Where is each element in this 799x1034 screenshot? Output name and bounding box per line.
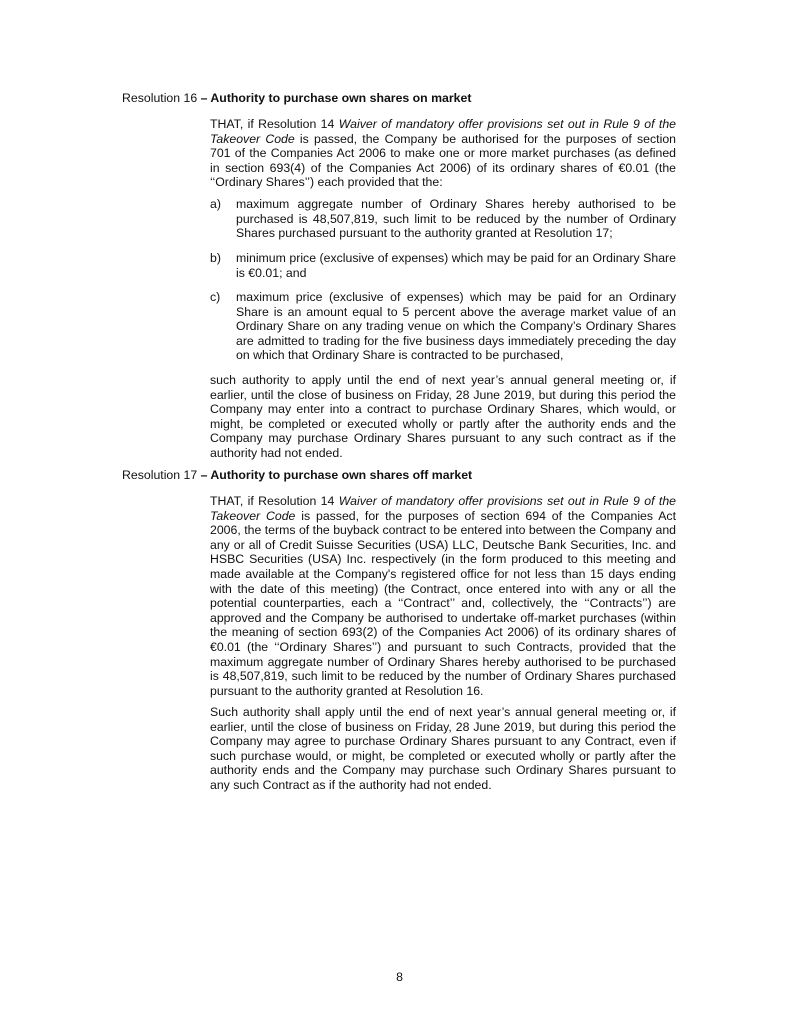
- resolution-16-intro-lead: THAT, if Resolution 14: [210, 117, 339, 131]
- resolution-16-intro-rest: is passed, the Company be authorised for the purposes of section 701 of the Companies Act 2006 to make one or more market purchases (as defined in section 693(4) of the Companies Act 2006) of its ordinary shares of €0.01 (the ‘‘Ordinary Shares’’) each provided that the:: [210, 131, 676, 190]
- list-item-label: b): [210, 251, 221, 265]
- resolution-17-title: – Authority to purchase own shares off market: [200, 468, 473, 482]
- list-item-text: maximum price (exclusive of expenses) which may be paid for an Ordinary Share is an amount equal to 5 percent above the average market value of an Ordinary Share on any trading venue on which the Company’s Ordinary Shares are admitted to trading for the five business days immediately preceding the day on which that Ordinary Share is contracted to be purchased,: [236, 290, 676, 363]
- resolution-17-intro-italic: Waiver of mandatory offer provisions set out in Rule 9 of the Takeover Code: [210, 494, 676, 523]
- list-item-text: maximum aggregate number of Ordinary Shares hereby authorised to be purchased is 48,507,819, such limit to be reduced by the number of Ordinary Shares purchased pursuant to the authority granted at Resolution 17;: [236, 197, 676, 241]
- resolution-17-intro: [210, 494, 676, 698]
- resolution-16-closing: such authority to apply until the end of next year’s annual general meeting or, if earlier, until the close of business on Friday, 28 June 2019, but during this period the Company may enter into a contract to purchase Ordinary Shares, which would, or might, be completed or executed wholly or partly after the authority ends and the Company may purchase Ordinary Shares pursuant to any such contract as if the authority had not ended.: [210, 373, 676, 460]
- resolution-16-intro-italic: Waiver of mandatory offer provisions set out in Rule 9 of the Takeover Code: [210, 117, 676, 146]
- resolution-16-heading: [122, 91, 682, 106]
- resolution-16-intro: [210, 117, 676, 190]
- resolution-17-intro-lead: THAT, if Resolution 14: [210, 494, 339, 508]
- page-number: 8: [396, 970, 403, 984]
- resolution-16-title: – Authority to purchase own shares on market: [200, 91, 472, 105]
- list-item-text: minimum price (exclusive of expenses) which may be paid for an Ordinary Share is €0.01; and: [236, 251, 676, 280]
- list-item-label: c): [210, 290, 221, 304]
- resolution-17-heading: [122, 468, 682, 483]
- resolution-17-closing: Such authority shall apply until the end of next year’s annual general meeting or, if earlier, until the close of business on Friday, 28 June 2019, but during this period the Company may agree to purchase Ordinary Shares pursuant to any Contract, even if such purchase would, or might, be completed or executed wholly or partly after the authority ends and the Company may purchase such Ordinary Shares pursuant to any such Contract as if the authority had not ended.: [210, 705, 676, 792]
- resolution-17-label: Resolution 17: [122, 468, 198, 482]
- resolution-16-label: Resolution 16: [122, 91, 198, 105]
- list-item-label: a): [210, 197, 221, 211]
- resolution-17-intro-rest: is passed, for the purposes of section 694 of the Companies Act 2006, the terms of the buyback contract to be entered into between the Company and any or all of Credit Suisse Securities (USA) LLC, Deutsche Bank Securities, Inc. and HSBC Securities (USA) Inc. respectively (in the form produced to this meeting and made available at the Company's registered office for not less than 15 days ending with the date of this meeting) (the Contract, once entered into with any or all the potential counterparties, each a ‘‘Contract’’ and, collectively, the ‘‘Contracts’’) are approved and the Company be authorised to undertake off-market purchases (within the meaning of section 693(2) of the Companies Act 2006) of its ordinary shares of €0.01 (the ‘‘Ordinary Shares’’) and pursuant to such Contracts, provided that the maximum aggregate number of Ordinary Shares hereby authorised to be purchased is 48,507,819, such limit to be reduced by the number of Ordinary Shares purchased pursuant to the authority granted at Resolution 16.: [210, 508, 676, 698]
